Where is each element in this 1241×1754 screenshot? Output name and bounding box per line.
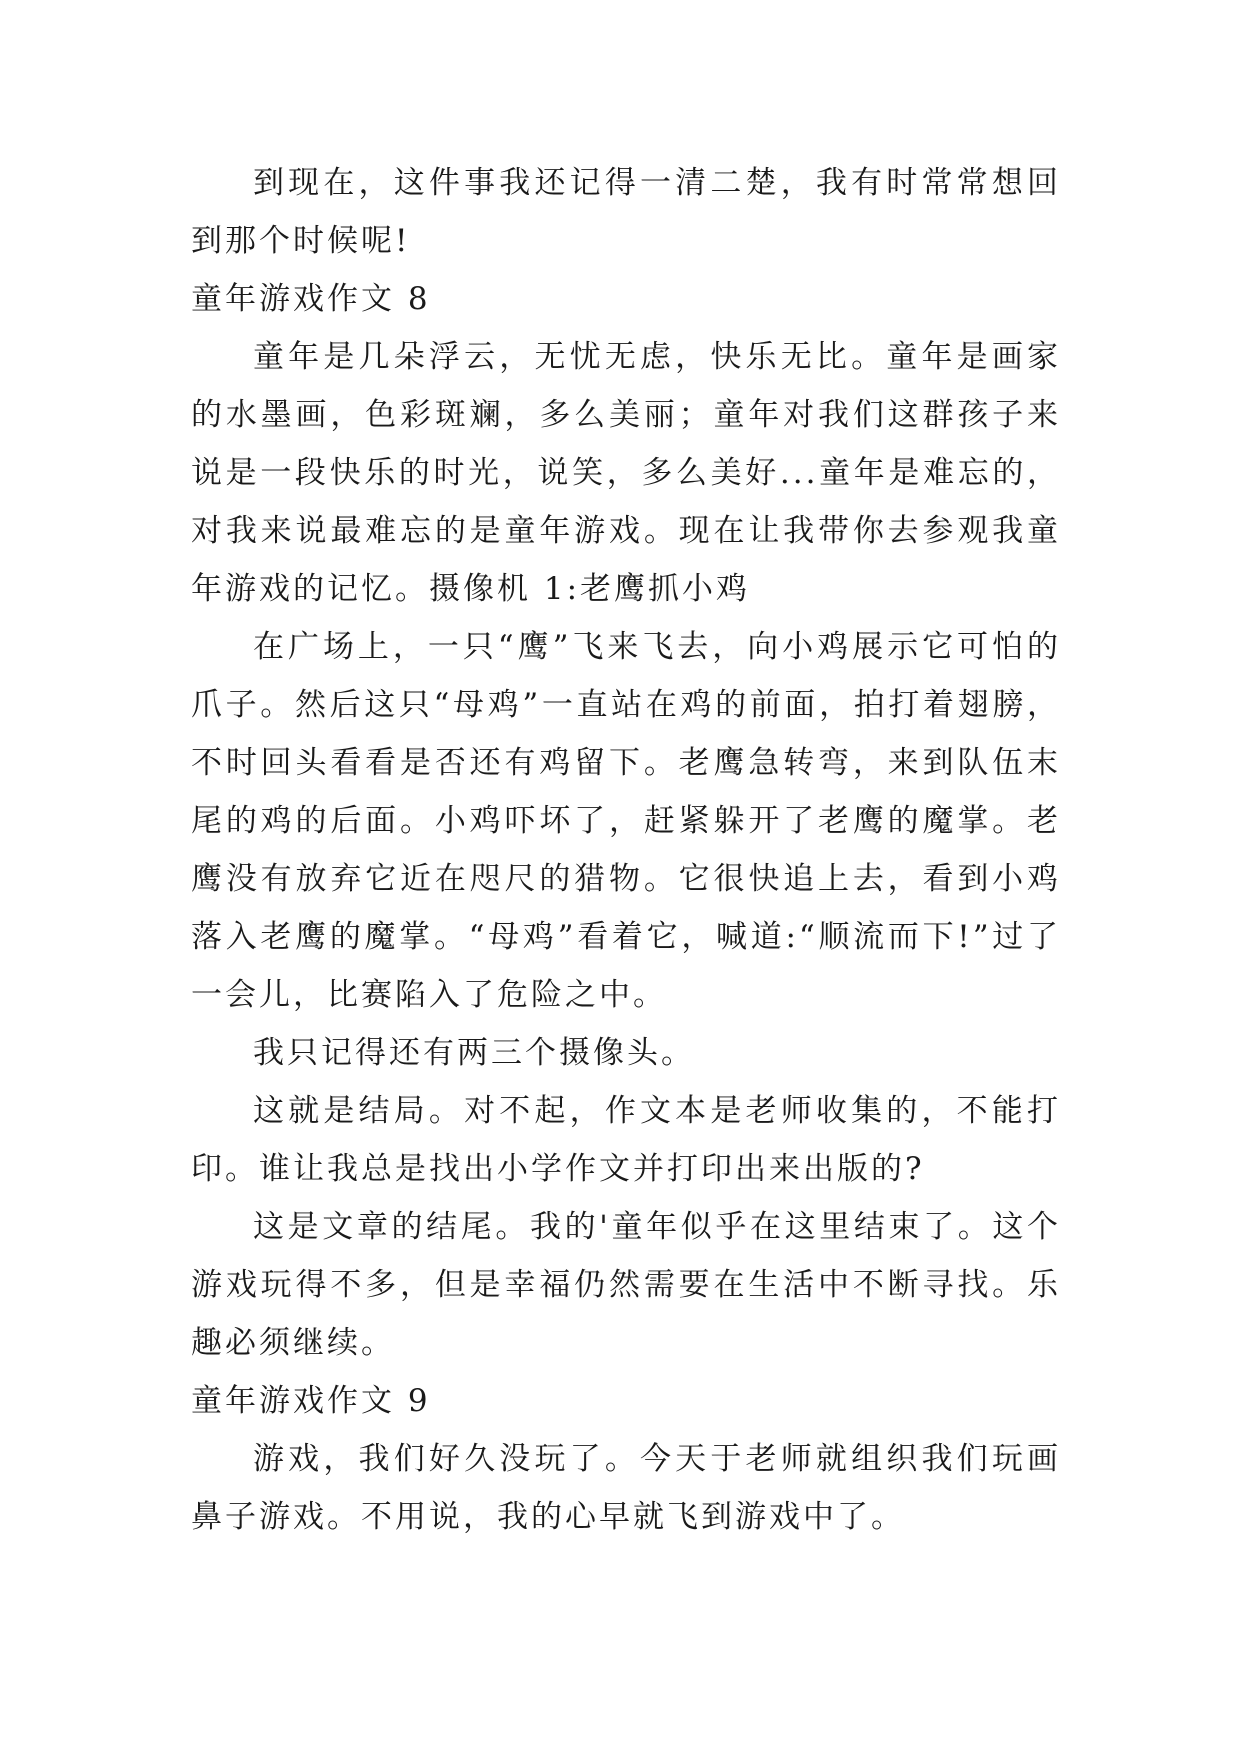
essay-heading-8: 童年游戏作文 8: [191, 281, 431, 317]
paragraph-memory: 到现在，这件事我还记得一清二楚，我有时常常想回到那个时候呢!: [191, 165, 1061, 259]
paragraph-eagle-game: 在广场上，一只“鹰”飞来飞去，向小鸡展示它可怕的爪子。然后这只“母鸡”一直站在鸡的前面，拍打着翅膀，不时回头看看是否还有鸡留下。老鹰急转弯，来到队伍末尾的鸡的后面。小鸡吓坏了，赶紧躲开了老鹰的魔掌。老鹰没有放弃它近在咫尺的猎物。它很快追上去，看到小鸡落入老鹰的魔掌。“母鸡”看着它，喊道:“顺流而下!”过了一会儿，比赛陷入了危险之中。: [191, 629, 1061, 1013]
paragraph-article-end: 这是文章的结尾。我的'童年似乎在这里结束了。这个游戏玩得不多，但是幸福仍然需要在生活中不断寻找。乐趣必须继续。: [191, 1209, 1061, 1361]
paragraph-ending-apology: 这就是结局。对不起，作文本是老师收集的，不能打印。谁让我总是找出小学作文并打印出来出版的?: [191, 1093, 1061, 1187]
paragraph-childhood-clouds: 童年是几朵浮云，无忧无虑，快乐无比。童年是画家的水墨画，色彩斑斓，多么美丽；童年对我们这群孩子来说是一段快乐的时光，说笑，多么美好...童年是难忘的，对我来说最难忘的是童年游戏。现在让我带你去参观我童年游戏的记忆。摄像机 1:老鹰抓小鸡: [191, 339, 1061, 607]
document-body: [191, 154, 1061, 1546]
essay-heading-9: 童年游戏作文 9: [191, 1383, 431, 1419]
paragraph-cameras: 我只记得还有两三个摄像头。: [253, 1035, 695, 1071]
paragraph-nose-game: 游戏，我们好久没玩了。今天于老师就组织我们玩画鼻子游戏。不用说，我的心早就飞到游戏中了。: [191, 1441, 1061, 1535]
